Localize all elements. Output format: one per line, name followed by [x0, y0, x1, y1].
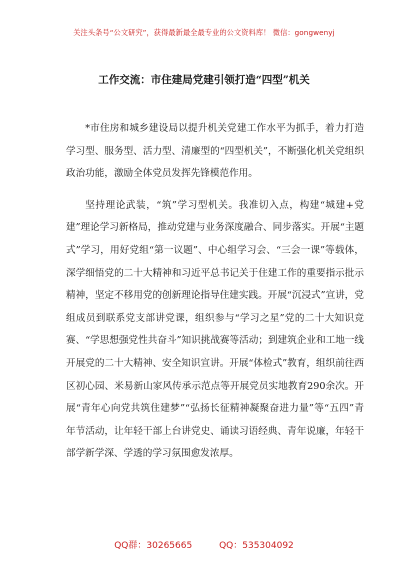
- top-banner: 关注头条号“公文研究”，获得最新最全最专业的公文资料库！ 微信：gongwenyj: [73, 28, 335, 37]
- paragraph-theory: 坚持理论武装，“筑”学习型机关。我准切入点，构建“城建+党建”理论学习新格局，推动党建与业务深度融合、同步落实。开展“主题式”学习，用好党组“第一议题”、中心组学习会、“三会一课”等载体，深学细悟党的二十大精神和习近平总书记关于住建工作的重要指示批示精神，坚定不移用党的创新理论指导住建实践。开展“沉浸式”宣讲，党组成员到联系党支部讲党课，组织参与“学习之星”党的二十大知识竞赛、“学思想强党性共奋斗”知识挑战赛等活动；到建筑企业和工地一线开展党的二十大精神、安全知识宣讲。开展“体检式”教育，组织前往西区初心园、米易新山家风传承示范点等开展党员实地教育290余次。开展“青年心向党共筑住建梦”“弘扬长征精神凝聚奋进力量”等“五四”青年节活动，让年轻干部上台讲党史、诵读习语经典、青年说廉，年轻干部学新学深、学透的学习氛围愈发浓厚。: [66, 199, 364, 460]
- document-body: [66, 118, 364, 475]
- paragraph-intro: *市住房和城乡建设局以提升机关党建工作水平为抓手，着力打造学习型、服务型、活力型、清廉型的“四型机关”，不断强化机关党组织政治功能，激励全体党员发挥先锋模范作用。: [66, 123, 364, 180]
- document-title: 工作交流：市住建局党建引领打造“四型”机关: [98, 74, 310, 86]
- footer-qq: QQ：535304092: [219, 541, 294, 551]
- footer-contact: [0, 538, 408, 551]
- footer-qq-group: QQ群：30265665: [114, 541, 193, 551]
